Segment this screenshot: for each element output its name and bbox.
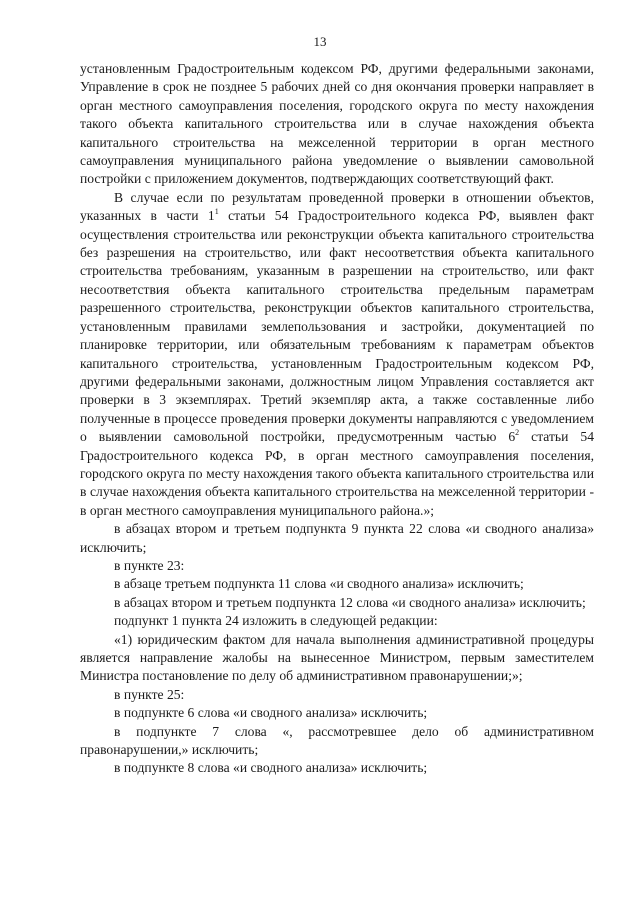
- superscript: 1: [214, 207, 219, 217]
- paragraph-text: установленным Градостроительным кодексом РФ, другими федеральными законами, Управление в срок не позднее 5 рабочих дней со дня окончания проверки направляет в орган местного самоуправления поселения, городского округа по месту нахождения такого объекта капитального строительства или в случае нахождения объекта капитального строительства на межселенной территории в орган местного самоуправления муниципального района уведомление о выявлении самовольной постройки с приложением документов, подтверждающих соответствующий факт.: [80, 61, 594, 187]
- paragraph-text: В случае если по результатам проведенной проверки в отношении объектов, указанных в части 1: [80, 189, 594, 224]
- paragraph-text: в пункте 25:: [114, 686, 185, 702]
- paragraph: [80, 631, 594, 686]
- paragraph-text: статьи 54 Градостроительного кодекса РФ, в орган местного самоуправления поселения, городского округа по месту нахождения такого объекта капитального строительства или в случае нахождения объекта капитального строительства на межселенной территории - в орган местного самоуправления муниципального района.»;: [80, 429, 594, 518]
- paragraph: [80, 594, 594, 612]
- paragraph: [80, 520, 594, 557]
- paragraph: [80, 723, 594, 760]
- paragraph: [80, 759, 594, 777]
- paragraph-text: в абзаце третьем подпункта 11 слова «и сводного анализа» исключить;: [114, 576, 524, 592]
- document-body: [80, 60, 594, 778]
- paragraph: [80, 557, 594, 575]
- paragraph: [80, 575, 594, 593]
- paragraph: [80, 60, 594, 189]
- paragraph-text: «1) юридическим фактом для начала выполнения административной процедуры является направление жалобы на вынесенное Министром, первым заместителем Министра постановление по делу об административном правонарушении;»;: [80, 631, 594, 684]
- paragraph-text: в подпункте 7 слова «, рассмотревшее дело об административном правонарушении,» исключить;: [80, 723, 594, 758]
- paragraph: [80, 704, 594, 722]
- page-number: 13: [313, 34, 327, 49]
- paragraph-text: в пункте 23:: [114, 557, 185, 573]
- paragraph-text: статьи 54 Градостроительного кодекса РФ, выявлен факт осуществления строительства или реконструкции объекта капитального строительства без разрешения на строительство, или факт несоответствия объекта капитального строительства требованиям, указанным в разрешении на строительство, или факт несоответствия объекта капитального строительства предельным параметрам разрешенного строительства, реконструкции объектов капитального строительства, установленным правилами землепользования и застройки, документацией по планировке территории, или обязательным требованиям к параметрам объектов капитального строительства, установленным Градостроительным кодексом РФ, другими федеральными законами, должностным лицом Управления составляется акт проверки в 3 экземплярах. Третий экземпляр акта, а также составленные либо полученные в процессе проведения проверки документы направляются с уведомлением о выявлении самовольной постройки, предусмотренным частью 6: [80, 208, 594, 445]
- paragraph-text: подпункт 1 пункта 24 изложить в следующей редакции:: [114, 613, 438, 629]
- paragraph-text: в подпункте 6 слова «и сводного анализа» исключить;: [114, 705, 428, 721]
- paragraph: [80, 686, 594, 704]
- paragraph-text: в подпункте 8 слова «и сводного анализа» исключить;: [114, 760, 428, 776]
- paragraph: [80, 189, 594, 520]
- paragraph-text: в абзацах втором и третьем подпункта 12 слова «и сводного анализа» исключить;: [114, 594, 586, 610]
- superscript: 2: [515, 428, 520, 438]
- paragraph: [80, 612, 594, 630]
- paragraph-text: в абзацах втором и третьем подпункта 9 пункта 22 слова «и сводного анализа» исключить;: [80, 521, 594, 555]
